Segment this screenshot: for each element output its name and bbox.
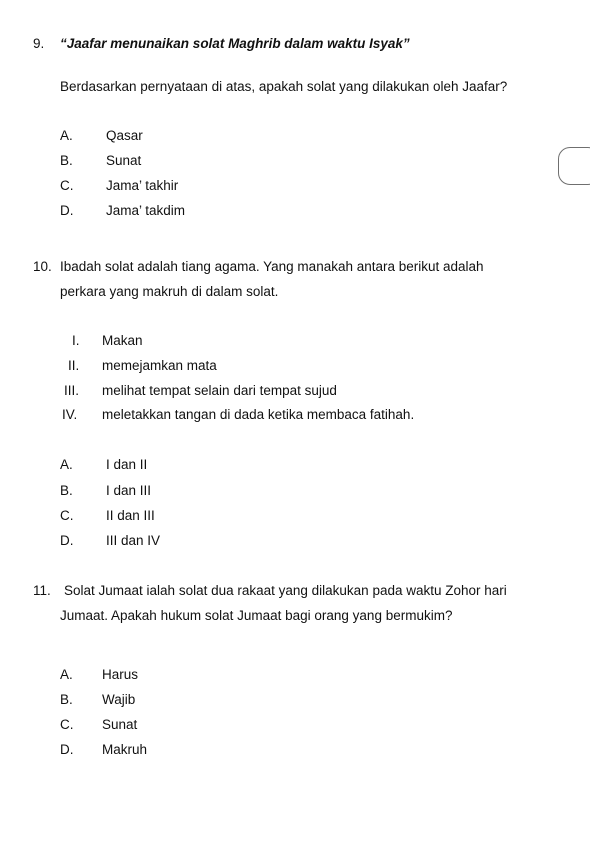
- q9-question: Berdasarkan pernyataan di atas, apakah solat yang dilakukan oleh Jaafar?: [60, 79, 508, 94]
- q10-option-d-text: III dan IV: [106, 533, 161, 548]
- q9-option-a-text: Qasar: [106, 128, 143, 143]
- q11-question-line2: Jumaat. Apakah hukum solat Jumaat bagi orang yang bermukim?: [60, 608, 453, 623]
- q10-option-b-text: I dan III: [106, 483, 152, 498]
- q10-option-a-text: I dan II: [106, 457, 148, 472]
- q11-number: 11.: [33, 583, 51, 598]
- q10-option-c-text: II dan III: [106, 508, 155, 523]
- q9-number: 9.: [33, 36, 45, 51]
- q11-option-a-letter: A.: [60, 667, 73, 682]
- q9-option-d-letter: D.: [60, 203, 74, 218]
- q11-option-a-text: Harus: [102, 667, 139, 682]
- q10-statement-3-text: melihat tempat selain dari tempat sujud: [102, 383, 337, 398]
- side-tab-handle[interactable]: [558, 147, 590, 185]
- q10-option-c-letter: C.: [60, 508, 74, 523]
- q10-question-line1: Ibadah solat adalah tiang agama. Yang manakah antara berikut adalah: [60, 259, 484, 274]
- q11-question-line1: Solat Jumaat ialah solat dua rakaat yang dilakukan pada waktu Zohor hari: [64, 583, 507, 598]
- q10-statement-2-numeral: II.: [68, 358, 80, 373]
- q11-option-d-text: Makruh: [102, 742, 148, 757]
- q9-option-c-text: Jama’ takhir: [106, 178, 179, 193]
- q9-option-b-letter: B.: [60, 153, 73, 168]
- q10-option-a-letter: A.: [60, 457, 73, 472]
- q9-option-a-letter: A.: [60, 128, 73, 143]
- q10-question-line2: perkara yang makruh di dalam solat.: [60, 284, 279, 299]
- q10-option-b-letter: B.: [60, 483, 73, 498]
- q11-option-c-text: Sunat: [102, 717, 138, 732]
- q11-option-b-letter: B.: [60, 692, 73, 707]
- q10-statement-4-numeral: IV.: [62, 407, 78, 422]
- q10-statement-1-text: Makan: [102, 333, 143, 348]
- q10-statement-3-numeral: III.: [64, 383, 80, 398]
- q10-statement-1-numeral: I.: [72, 333, 80, 348]
- q9-option-d-text: Jama’ takdim: [106, 203, 186, 218]
- q11-option-c-letter: C.: [60, 717, 74, 732]
- q9-title: “Jaafar menunaikan solat Maghrib dalam waktu Isyak”: [60, 36, 410, 51]
- q9-option-b-text: Sunat: [106, 153, 142, 168]
- q10-option-d-letter: D.: [60, 533, 74, 548]
- q10-statement-2-text: memejamkan mata: [102, 358, 217, 373]
- q11-option-b-text: Wajib: [102, 692, 136, 707]
- q11-option-d-letter: D.: [60, 742, 74, 757]
- q10-statement-4-text: meletakkan tangan di dada ketika membaca fatihah.: [102, 407, 415, 422]
- q10-number: 10.: [33, 259, 52, 274]
- q9-option-c-letter: C.: [60, 178, 74, 193]
